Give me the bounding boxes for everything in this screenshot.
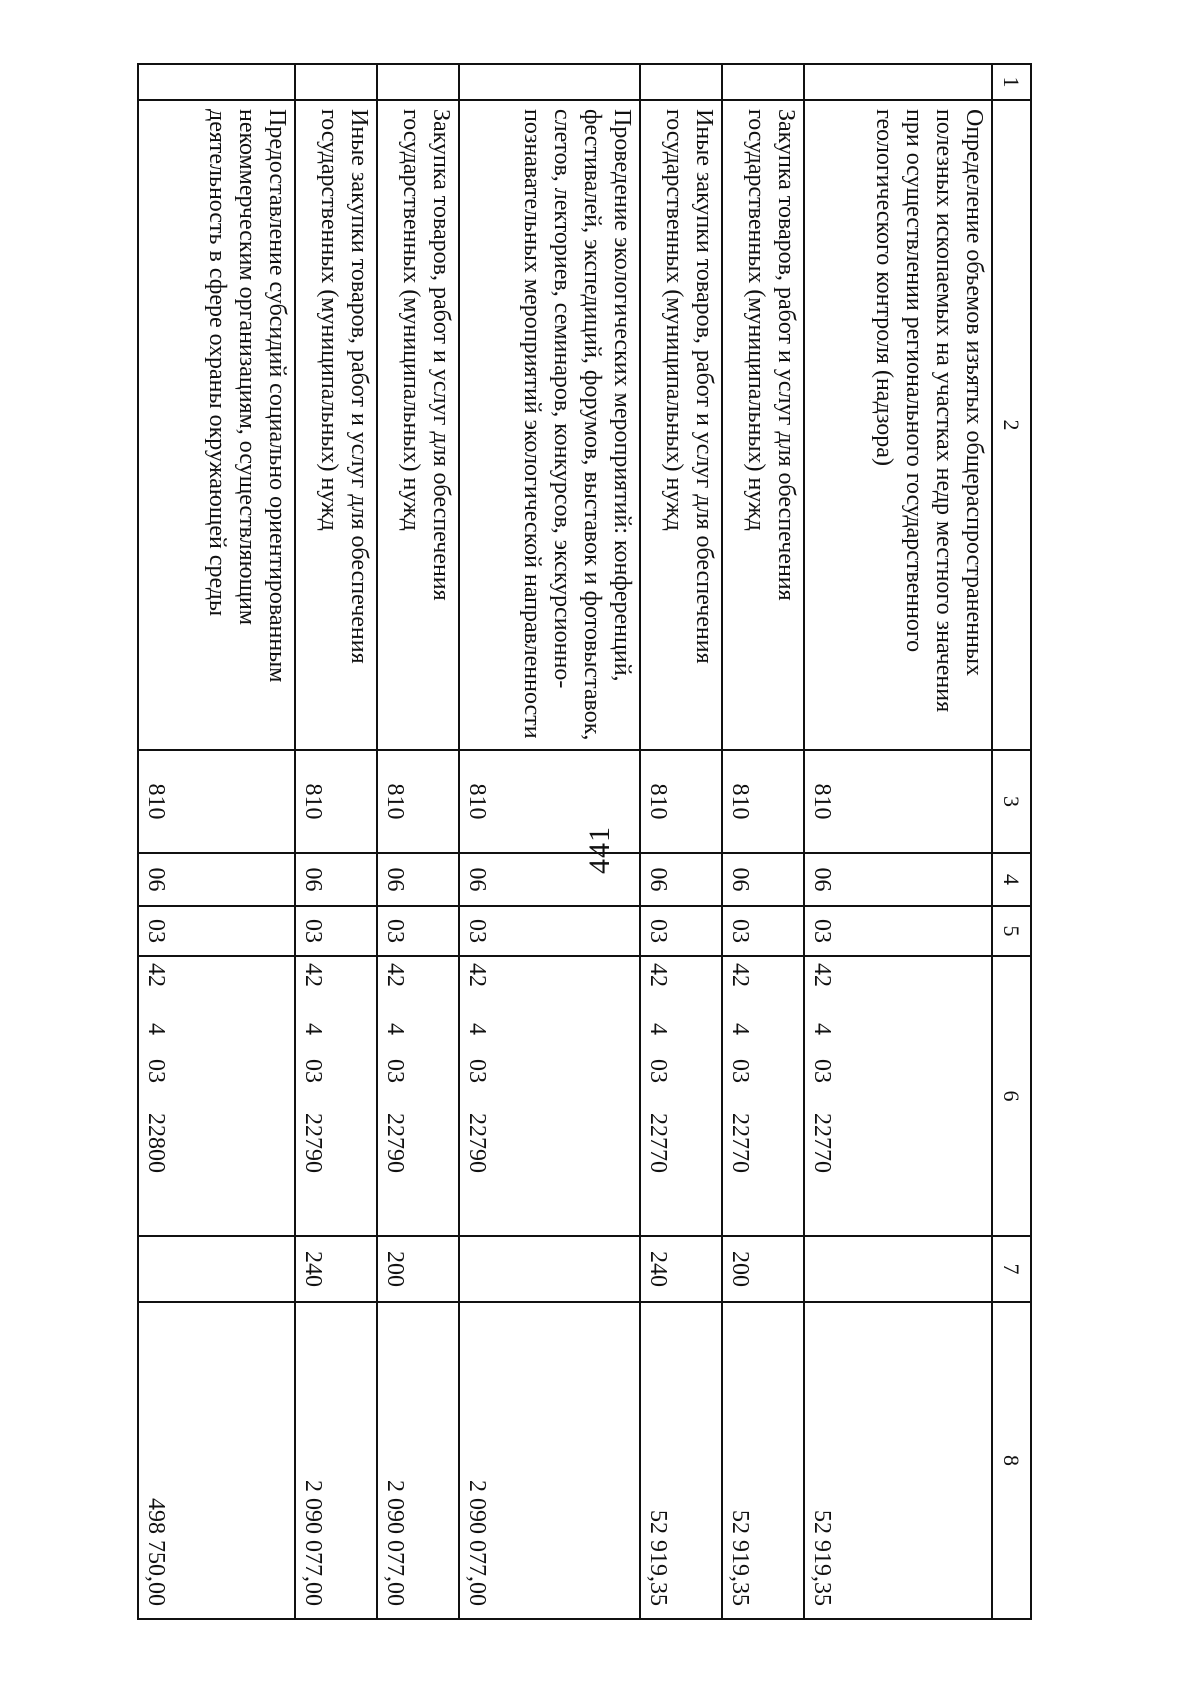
header-cell-7: 7 xyxy=(992,1236,1031,1302)
ministry-code-cell: 810 xyxy=(722,750,804,853)
target-article-cell xyxy=(804,956,991,1236)
ministry-code-cell: 810 xyxy=(459,750,641,853)
subsection-code-cell: 03 xyxy=(138,906,295,956)
expense-type-cell: 240 xyxy=(295,1236,377,1302)
row-index-cell xyxy=(640,64,722,100)
subsection-code-cell: 03 xyxy=(295,906,377,956)
ministry-code-cell: 810 xyxy=(138,750,295,853)
subsection-code-cell: 03 xyxy=(722,906,804,956)
target-article-part: 4 xyxy=(300,1023,327,1035)
target-article-part: 22770 xyxy=(645,1113,672,1173)
description-cell: Предоставление субсидий социально ориентированным некоммерческим организациям, осуществляющим деятельность в сфере охраны окружающей среды xyxy=(138,100,295,750)
target-article-cell xyxy=(295,956,377,1236)
target-article-part: 22790 xyxy=(300,1113,327,1173)
budget-table-container xyxy=(137,63,1032,1618)
section-code-cell: 06 xyxy=(377,853,459,906)
amount-cell: 498 750,00 xyxy=(138,1302,295,1619)
target-article-part: 22800 xyxy=(143,1113,169,1173)
description-cell: Закупка товаров, работ и услуг для обеспечения государственных (муниципальных) нужд xyxy=(722,100,804,750)
description-cell: Проведение экологических мероприятий: конференций, фестивалей, экспедиций, форумов, выставок и фотовыставок, слетов, лекториев, семинаров, конкурсов, экскурсионно-познавательных мероприятий экологической направленности xyxy=(459,100,641,750)
target-article-cell xyxy=(640,956,722,1236)
expense-type-cell xyxy=(459,1236,641,1302)
amount-cell: 2 090 077,00 xyxy=(295,1302,377,1619)
target-article-part: 03 xyxy=(727,1059,754,1083)
amount-cell: 2 090 077,00 xyxy=(377,1302,459,1619)
target-article-part: 22770 xyxy=(727,1113,754,1173)
target-article-part: 42 xyxy=(143,963,169,987)
target-article-part: 4 xyxy=(143,1023,169,1035)
section-code-cell: 06 xyxy=(295,853,377,906)
target-article-part: 22790 xyxy=(463,1113,490,1173)
target-article-cell xyxy=(722,956,804,1236)
header-cell-5: 5 xyxy=(992,906,1031,956)
ministry-code-cell: 810 xyxy=(640,750,722,853)
target-article-cell xyxy=(138,956,295,1236)
table-row xyxy=(640,64,722,1619)
expense-type-cell xyxy=(804,1236,991,1302)
expense-type-cell: 240 xyxy=(640,1236,722,1302)
target-article-part: 4 xyxy=(645,1023,672,1035)
header-cell-6: 6 xyxy=(992,956,1031,1236)
subsection-code-cell: 03 xyxy=(640,906,722,956)
target-article-part: 4 xyxy=(727,1023,754,1035)
ministry-code-cell: 810 xyxy=(377,750,459,853)
description-cell: Определение объемов изъятых общераспространенных полезных ископаемых на участках недр местного значения при осуществлении регионального государственного геологического контроля (надзора) xyxy=(804,100,991,750)
target-article-part: 4 xyxy=(809,1023,836,1035)
budget-table xyxy=(137,63,1032,1620)
target-article-part: 03 xyxy=(809,1059,836,1083)
expense-type-cell: 200 xyxy=(722,1236,804,1302)
target-article-part: 42 xyxy=(463,963,490,987)
amount-cell: 2 090 077,00 xyxy=(459,1302,641,1619)
subsection-code-cell: 03 xyxy=(804,906,991,956)
description-cell: Иные закупки товаров, работ и услуг для обеспечения государственных (муниципальных) нужд xyxy=(295,100,377,750)
table-row xyxy=(459,64,641,1619)
header-cell-4: 4 xyxy=(992,853,1031,906)
row-index-cell xyxy=(804,64,991,100)
subsection-code-cell: 03 xyxy=(377,906,459,956)
section-code-cell: 06 xyxy=(640,853,722,906)
table-header-row xyxy=(992,64,1031,1619)
target-article-part: 42 xyxy=(727,963,754,987)
target-article-part: 03 xyxy=(300,1059,327,1083)
amount-cell: 52 919,35 xyxy=(804,1302,991,1619)
target-article-part: 42 xyxy=(645,963,672,987)
header-cell-1: 1 xyxy=(992,64,1031,100)
description-cell: Иные закупки товаров, работ и услуг для обеспечения государственных (муниципальных) нужд xyxy=(640,100,722,750)
row-index-cell xyxy=(295,64,377,100)
target-article-part: 22790 xyxy=(381,1113,408,1173)
section-code-cell: 06 xyxy=(138,853,295,906)
header-cell-8: 8 xyxy=(992,1302,1031,1619)
page-number: 441 xyxy=(583,826,616,874)
target-article-part: 03 xyxy=(463,1059,490,1083)
row-index-cell xyxy=(138,64,295,100)
section-code-cell: 06 xyxy=(722,853,804,906)
target-article-part: 03 xyxy=(143,1059,169,1083)
header-cell-3: 3 xyxy=(992,750,1031,853)
target-article-cell xyxy=(459,956,641,1236)
target-article-part: 22770 xyxy=(809,1113,836,1173)
target-article-cell xyxy=(377,956,459,1236)
target-article-part: 4 xyxy=(463,1023,490,1035)
expense-type-cell: 200 xyxy=(377,1236,459,1302)
target-article-part: 4 xyxy=(381,1023,408,1035)
target-article-part: 42 xyxy=(300,963,327,987)
target-article-part: 42 xyxy=(381,963,408,987)
table-row xyxy=(138,64,295,1619)
row-index-cell xyxy=(377,64,459,100)
table-row xyxy=(377,64,459,1619)
table-row xyxy=(295,64,377,1619)
section-code-cell: 06 xyxy=(459,853,641,906)
section-code-cell: 06 xyxy=(804,853,991,906)
amount-cell: 52 919,35 xyxy=(722,1302,804,1619)
expense-type-cell xyxy=(138,1236,295,1302)
subsection-code-cell: 03 xyxy=(459,906,641,956)
table-row xyxy=(722,64,804,1619)
ministry-code-cell: 810 xyxy=(295,750,377,853)
ministry-code-cell: 810 xyxy=(804,750,991,853)
header-cell-2: 2 xyxy=(992,100,1031,750)
amount-cell: 52 919,35 xyxy=(640,1302,722,1619)
target-article-part: 42 xyxy=(809,963,836,987)
table-row xyxy=(804,64,991,1619)
row-index-cell xyxy=(459,64,641,100)
row-index-cell xyxy=(722,64,804,100)
target-article-part: 03 xyxy=(381,1059,408,1083)
target-article-part: 03 xyxy=(645,1059,672,1083)
description-cell: Закупка товаров, работ и услуг для обеспечения государственных (муниципальных) нужд xyxy=(377,100,459,750)
